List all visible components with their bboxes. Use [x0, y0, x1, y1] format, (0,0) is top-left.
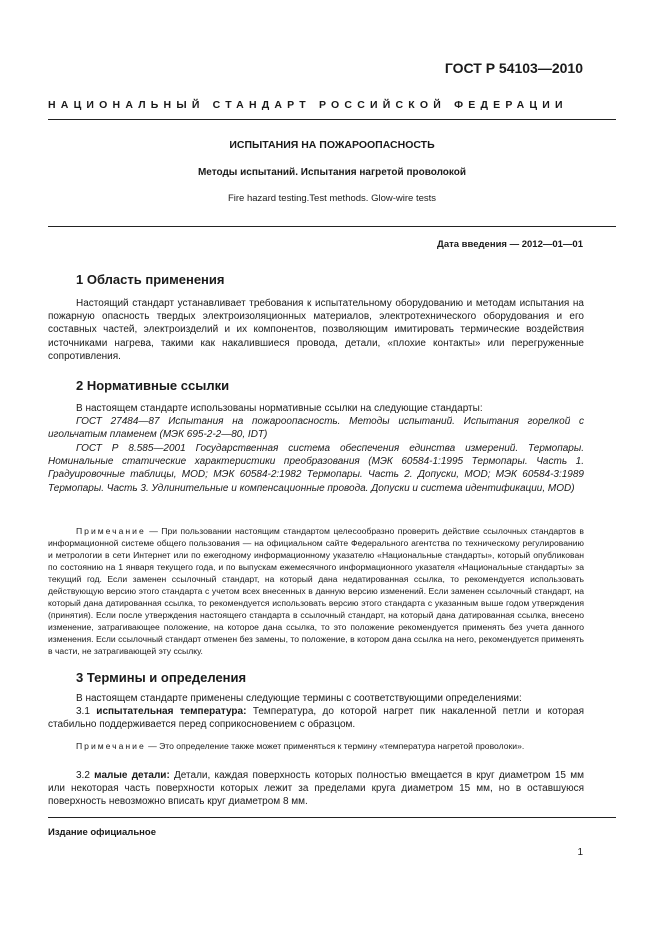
note-text: — Это определение также может применяться к термину «температура нагретой проволоки».	[145, 741, 525, 751]
term-3-2	[48, 769, 584, 809]
term-name: испытательная температура:	[96, 706, 247, 717]
term-name: малые детали:	[94, 770, 170, 781]
reference-gost-r-8-585: ГОСТ Р 8.585—2001 Государственная система обеспечения единства измерений. Термопары. Номинальные статические характеристики преобразования (МЭК 60584-1:1995 Термопары. Часть 1. Градуировочные таблицы, MOD; МЭК 60584-2:1982 Термопары. Часть 2. Допуски, MOD; МЭК 60584-3:1989 Термопары. Часть 3. Удлинительные и компенсационные провода. Допуски и система идентификации, MOD)	[48, 443, 584, 494]
section-1-text: Настоящий стандарт устанавливает требования к испытательному оборудованию и методам испытания на пожарную опасность твердых электроизоляционных материалов, электротехнического оборудования и его составных частей, электроизделий и их компонентов, позволяющим имитировать термические воздействия источниками нагрева, такими как накалившиеся провода, детали, «плохие контакты» или перегруженные сопротивления.	[48, 298, 584, 362]
note-label: Примечание	[76, 741, 146, 751]
english-title: Fire hazard testing.Test methods. Glow-wire tests	[227, 193, 437, 204]
page-number: 1	[577, 847, 583, 858]
national-standard-banner: НАЦИОНАЛЬНЫЙ СТАНДАРТ РОССИЙСКОЙ ФЕДЕРАЦИИ	[48, 99, 568, 111]
section-2-note	[48, 525, 584, 657]
section-1-heading: 1 Область применения	[76, 272, 225, 287]
term-definition: Температура, до которой нагрет пик накаленной петли и которая стабильно поддерживается перед соприкосновением с образцом.	[48, 706, 584, 731]
reference-gost-27484: ГОСТ 27484—87 Испытания на пожароопасность. Методы испытаний. Испытания горелкой с игольчатым пламенем (МЭК 695-2-2—80, IDT)	[48, 416, 584, 441]
section-3-intro: В настоящем стандарте применены следующие термины с соответствующими определениями:	[76, 693, 522, 704]
term-number: 3.1	[76, 706, 97, 717]
title-divider	[48, 226, 616, 227]
introduction-date: Дата введения — 2012—01—01	[437, 239, 583, 250]
term-number: 3.2	[76, 770, 95, 781]
term-3-1	[48, 705, 584, 731]
note-text: — При пользовании настоящим стандартом целесообразно проверить действие ссылочных стандартов в информационной системе общего пользования — на официальном сайте Федерального агентства по техническому регулированию и метрологии в сети Интернет или по ежегодному информационному указателю «Национальные стандарты», который опубликован по состоянию на 1 января текущего года, и по выпускам ежемесячного информационного указателя «Национальные стандарты» за текущий год. Если заменен ссылочный стандарт, на который дана недатированная ссылка, то рекомендуется использовать действующую версию этого стандарта с учетом всех внесенных в данную версию изменений. Если заменен ссылочный стандарт, на который дана датированная ссылка, то рекомендуется использовать версию этого стандарта с указанным выше годом утверждения (принятия). Если после утверждения настоящего стандарта в ссылочный стандарт, на который дана датированная ссылка, внесено изменение, затрагивающее положение, на которое дана ссылка, то это положение рекомендуется применять без учета данного изменения. Если ссылочный стандарт отменен без замены, то положение, в котором дана ссылка на него, рекомендуется применять в части, не затрагивающей эту ссылку.	[48, 526, 584, 656]
section-3-heading: 3 Термины и определения	[76, 670, 247, 685]
header-divider	[48, 119, 616, 120]
note-label: Примечание	[76, 526, 146, 536]
footer-divider	[48, 817, 616, 818]
section-3-note	[48, 740, 584, 752]
section-2-intro: В настоящем стандарте использованы нормативные ссылки на следующие стандарты:	[76, 403, 483, 414]
standard-title: ИСПЫТАНИЯ НА ПОЖАРООПАСНОСТЬ	[229, 139, 435, 151]
term-definition: Детали, каждая поверхность которых полностью вмещается в круг диаметром 15 мм или некоторая часть поверхности которых лежит за пределами круга диаметром 15 мм, но в оставшуюся поверхность невозможно вписать круг диаметром 8 мм.	[48, 770, 584, 808]
document-number: ГОСТ Р 54103—2010	[444, 60, 583, 76]
official-edition-label: Издание официальное	[48, 827, 156, 838]
section-2-heading: 2 Нормативные ссылки	[76, 378, 230, 393]
standard-subtitle: Методы испытаний. Испытания нагретой проволокой	[197, 167, 467, 178]
